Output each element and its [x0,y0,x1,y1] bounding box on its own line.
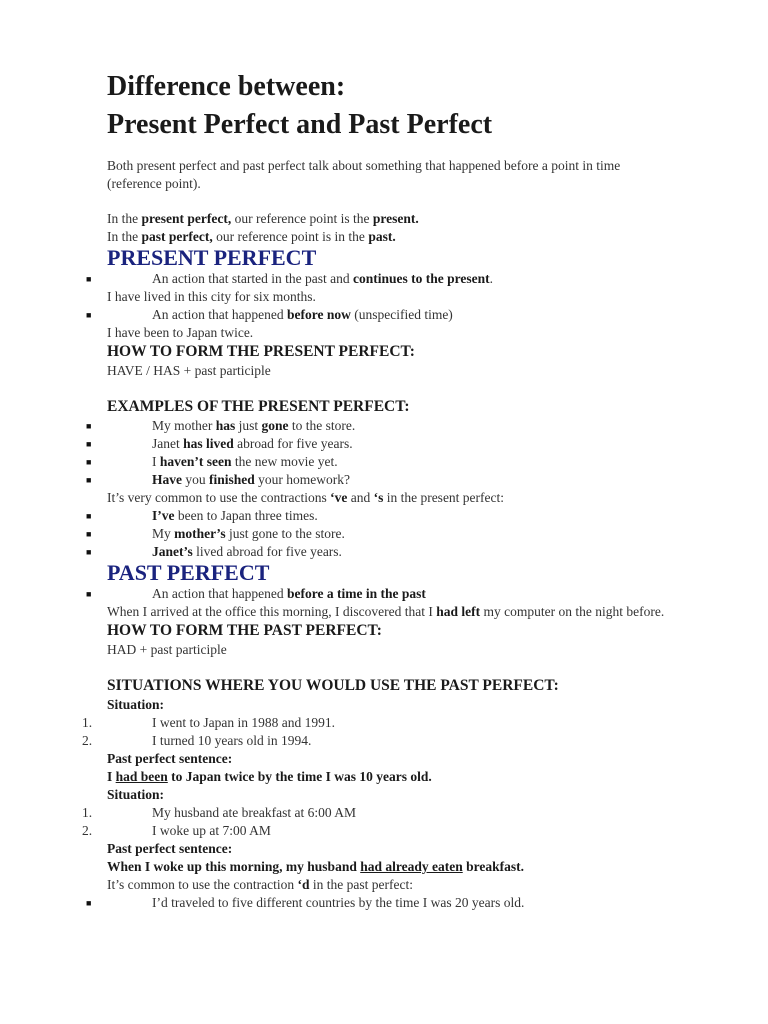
bullet-icon: ■ [86,547,92,557]
situation-label: Situation: [107,697,165,712]
list-item: ■ An action that happened before now (unspecified time) [86,307,453,322]
bullet-icon: ■ [86,589,92,599]
list-item: ■ I haven’t seen the new movie yet. [86,454,338,469]
document-title [107,68,667,144]
bullet-icon: ■ [86,511,92,521]
bullet-icon: ■ [86,310,92,320]
sentence-label: Past perfect sentence: [107,841,233,856]
bullet-icon: ■ [86,439,92,449]
situations-heading: SITUATIONS WHERE YOU WOULD USE THE PAST PERFECT: [107,677,559,694]
example-line: I have lived in this city for six months. [107,289,316,304]
present-perfect-form-heading: HOW TO FORM THE PRESENT PERFECT: [107,343,415,360]
present-perfect-heading: PRESENT PERFECT [107,245,317,270]
past-perfect-sentence: I had been to Japan twice by the time I was 10 years old. [107,769,432,784]
reference-past-line: In the past perfect, our reference point is in the past. [107,229,396,244]
numbered-item: 2. I woke up at 7:00 AM [82,823,271,838]
sentence-label: Past perfect sentence: [107,751,233,766]
reference-present-line: In the present perfect, our reference point is the present. [107,211,419,226]
numbered-item: 1. My husband ate breakfast at 6:00 AM [82,805,356,820]
bullet-icon: ■ [86,274,92,284]
bullet-icon: ■ [86,475,92,485]
bullet-icon: ■ [86,898,92,908]
past-perfect-sentence: When I woke up this morning, my husband had already eaten breakfast. [107,859,524,874]
numbered-item: 2. I turned 10 years old in 1994. [82,733,312,748]
list-item: ■ My mother has just gone to the store. [86,418,356,433]
list-item: ■ Janet has lived abroad for five years. [86,436,353,451]
past-perfect-heading: PAST PERFECT [107,560,270,585]
contraction-note: It’s common to use the contraction ‘d in the past perfect: [107,877,413,892]
example-line: I have been to Japan twice. [107,325,254,340]
list-item: ■ I’d traveled to five different countries by the time I was 20 years old. [86,895,525,910]
bullet-icon: ■ [86,529,92,539]
document-page [82,68,667,912]
bullet-icon: ■ [86,421,92,431]
title-line-1: Difference between: [107,71,346,102]
list-item: ■ Janet’s lived abroad for five years. [86,544,342,559]
past-perfect-form-heading: HOW TO FORM THE PAST PERFECT: [107,622,382,639]
list-item: ■ An action that happened before a time in the past [86,586,426,601]
title-line-2: Present Perfect and Past Perfect [107,109,493,140]
contraction-note: It’s very common to use the contractions ‘ve and ‘s in the present perfect: [107,490,505,505]
past-perfect-form: HAD + past participle [107,642,227,657]
example-line: When I arrived at the office this morning, I discovered that I had left my computer on the night before. [107,604,665,619]
list-item: ■ I’ve been to Japan three times. [86,508,318,523]
list-item: ■ Have you finished your homework? [86,472,351,487]
present-perfect-examples-heading: EXAMPLES OF THE PRESENT PERFECT: [107,398,410,415]
present-perfect-form: HAVE / HAS + past participle [107,363,271,378]
bullet-icon: ■ [86,457,92,467]
situation-label: Situation: [107,787,165,802]
numbered-item: 1. I went to Japan in 1988 and 1991. [82,715,335,730]
list-item: ■ My mother’s just gone to the store. [86,526,345,541]
intro-paragraph: Both present perfect and past perfect talk about something that happened before a point in time (reference point). [107,158,621,191]
list-item: ■ An action that started in the past and continues to the present. [86,271,493,286]
